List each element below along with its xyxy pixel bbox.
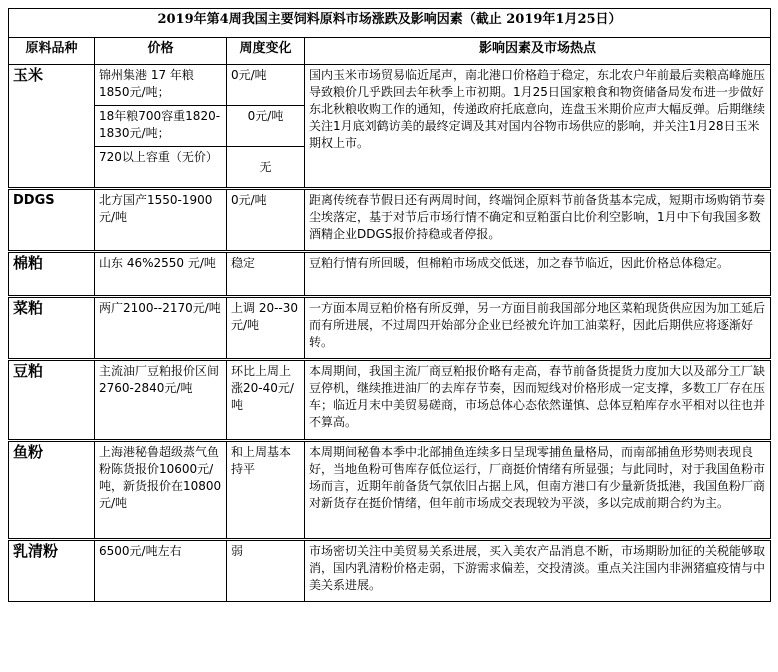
factors-rapeseed-meal: 一方面本周豆粕价格有所反弹，另一方面目前我国部分地区菜粕现货供应因为加工延后而有所进展，不过周四开始部分企业已经被允许加工油菜籽，因此后期供应将逐渐好转。	[305, 297, 771, 360]
header-factors: 影响因素及市场热点	[305, 38, 771, 65]
price-soybean-meal: 主流油厂豆粕报价区间2760-2840元/吨	[95, 360, 227, 441]
change-soybean-meal: 环比上周上涨20-40元/吨	[227, 360, 305, 441]
feed-market-table	[8, 8, 771, 602]
table-title: 2019年第4周我国主要饲料原料市场涨跌及影响因素（截止 2019年1月25日）	[9, 9, 771, 38]
price-fish-meal: 上海港秘鲁超级蒸气鱼粉陈货报价10600元/吨，新货报价在10800元/吨	[95, 441, 227, 540]
change-rapeseed-meal: 上调 20--30元/吨	[227, 297, 305, 360]
factors-cotton-meal: 豆粕行情有所回暖，但棉粕市场成交低迷，加之春节临近，因此价格总体稳定。	[305, 252, 771, 297]
table-row-rapeseed-meal	[9, 297, 771, 360]
table-row-soybean-meal	[9, 360, 771, 441]
change-corn-2: 0元/吨	[227, 106, 305, 147]
material-name-fish-meal: 鱼粉	[9, 441, 95, 540]
price-corn-3: 720以上容重（无价）	[95, 147, 227, 189]
change-corn-3: 无	[227, 147, 305, 189]
header-row	[9, 38, 771, 65]
table-row-corn	[9, 65, 771, 106]
change-fish-meal: 和上周基本持平	[227, 441, 305, 540]
table-row-fish-meal	[9, 441, 771, 540]
factors-ddgs: 距离传统春节假日还有两周时间，终端饲企原料节前备货基本完成，短期市场购销节奏尘埃落定，基于对节后市场行情不确定和豆粕蛋白比价利空影响，1月中下旬我国多数酒精企业DDGS报价持稳或者停报。	[305, 189, 771, 252]
price-corn-1: 锦州集港 17 年粮1850元/吨；	[95, 65, 227, 106]
title-row	[9, 9, 771, 38]
change-ddgs: 0元/吨	[227, 189, 305, 252]
price-rapeseed-meal: 两广2100--2170元/吨	[95, 297, 227, 360]
header-weekly-change: 周度变化	[227, 38, 305, 65]
price-cotton-meal: 山东 46%2550 元/吨	[95, 252, 227, 297]
factors-whey-powder: 市场密切关注中美贸易关系进展，买入美农产品消息不断，市场期盼加征的关税能够取消，国内乳清粉价格走弱，下游需求偏差，交投清淡。重点关注国内非洲猪瘟疫情与中美关系进展。	[305, 540, 771, 602]
material-name-soybean-meal: 豆粕	[9, 360, 95, 441]
price-corn-2: 18年粮700容重1820-1830元/吨；	[95, 106, 227, 147]
factors-corn: 国内玉米市场贸易临近尾声，南北港口价格趋于稳定，东北农户年前最后卖粮高峰施压导致粮价几乎跌回去年秋季上市初期。1月25日国家粮食和物资储备局发布进一步做好东北秋粮收购工作的通知，传递政府托底意向，连盘玉米期价应声大幅反弹。后期继续关注1月底刘鹤访美的最终定调及其对国内谷物市场供应的影响，并关注1月28日玉米期权上市。	[305, 65, 771, 189]
header-material: 原料品种	[9, 38, 95, 65]
material-name-rapeseed-meal: 菜粕	[9, 297, 95, 360]
table-row-ddgs	[9, 189, 771, 252]
change-whey-powder: 弱	[227, 540, 305, 602]
factors-fish-meal: 本周期间秘鲁本季中北部捕鱼连续多日呈现零捕鱼量格局，而南部捕鱼形势则表现良好，当地鱼粉可售库存低位运行，厂商挺价情绪有所显强；与此同时，对于我国鱼粉市场而言，近期年前备货气氛依旧占据上风，但南方港口有少量新货抵港，我国鱼粉厂商对新货存在挺价情绪，但年前市场成交表现较为平淡，多以完成前期合约为主。	[305, 441, 771, 540]
table-row-cotton-meal	[9, 252, 771, 297]
material-name-cotton-meal: 棉粕	[9, 252, 95, 297]
material-name-corn: 玉米	[9, 65, 95, 189]
price-ddgs: 北方国产1550-1900元/吨	[95, 189, 227, 252]
change-corn-1: 0元/吨	[227, 65, 305, 106]
header-price: 价格	[95, 38, 227, 65]
material-name-ddgs: DDGS	[9, 189, 95, 252]
price-whey-powder: 6500元/吨左右	[95, 540, 227, 602]
factors-soybean-meal: 本周期间，我国主流厂商豆粕报价略有走高，春节前备货提货力度加大以及部分工厂缺豆停机，继续推进油厂的去库存节奏，因而短线对价格形成一定支撑，多数工厂存在压车；临近月末中美贸易磋商，市场总体心态依然谨慎、总体豆粕库存水平相对以往也并不算高。	[305, 360, 771, 441]
table-row-whey-powder	[9, 540, 771, 602]
change-cotton-meal: 稳定	[227, 252, 305, 297]
material-name-whey-powder: 乳清粉	[9, 540, 95, 602]
